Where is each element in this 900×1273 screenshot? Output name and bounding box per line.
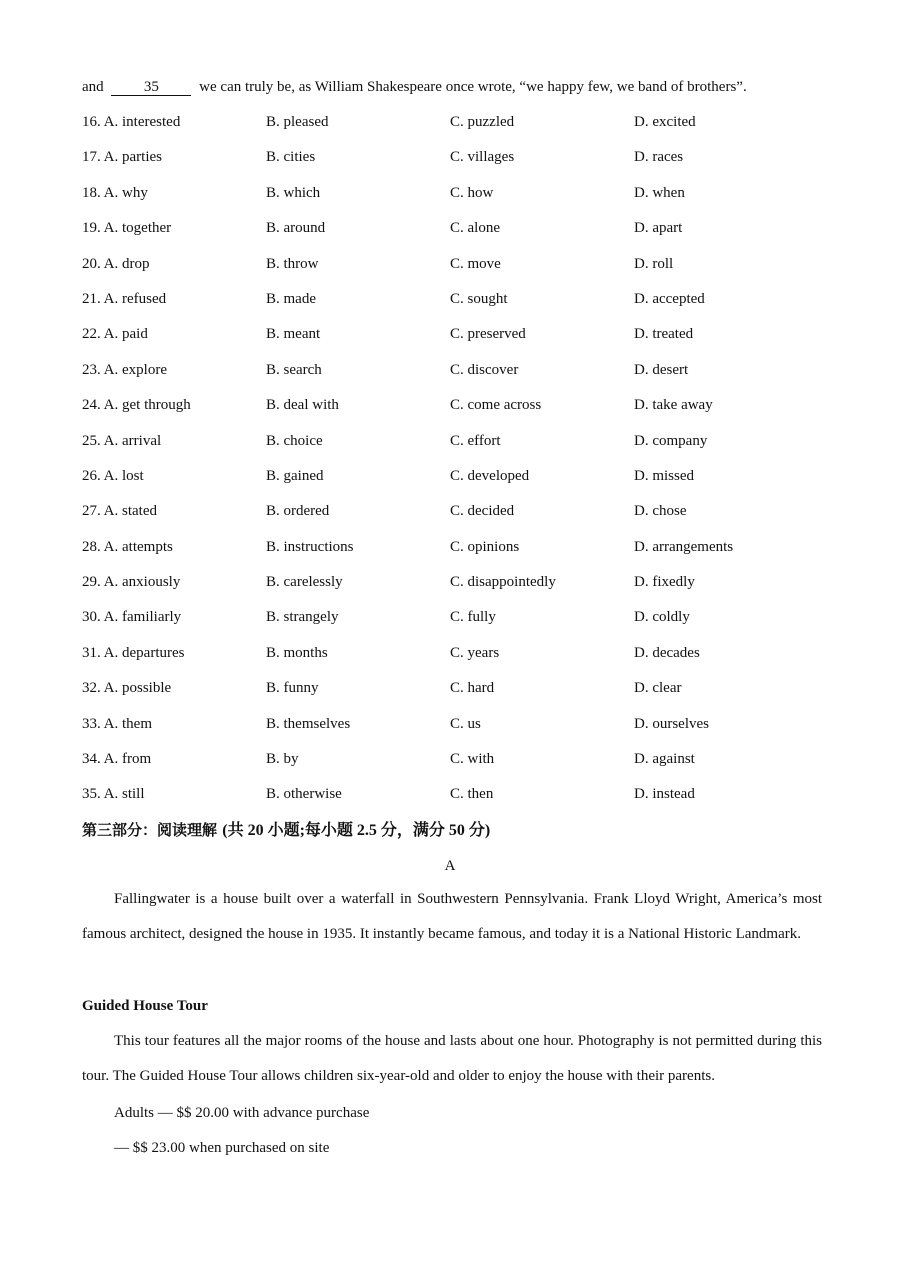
- option-a: 30. A. familiarly: [82, 609, 182, 626]
- option-d: D. chose: [634, 503, 687, 520]
- option-b: B. which: [266, 184, 321, 201]
- option-d: D. when: [634, 184, 685, 201]
- option-b: B. pleased: [266, 114, 329, 130]
- cloze-closing-line: [82, 77, 747, 97]
- option-row: [82, 431, 842, 466]
- section-heading: [82, 819, 490, 842]
- option-c: C. us: [450, 715, 481, 732]
- option-row: [82, 643, 842, 678]
- option-row: [82, 607, 842, 642]
- option-d: D. desert: [634, 361, 689, 378]
- option-a: 24. A. get through: [82, 397, 191, 414]
- option-d: D. coldly: [634, 609, 690, 626]
- option-d: D. missed: [634, 467, 694, 484]
- option-c: C. hard: [450, 680, 495, 697]
- option-a: 34. A. from: [82, 751, 152, 768]
- guided-tour-heading: Guided House Tour: [82, 998, 208, 1014]
- option-d: D. decades: [634, 644, 700, 661]
- option-c: C. effort: [450, 432, 501, 449]
- passage-letter: A: [444, 858, 456, 874]
- option-b: B. cities: [266, 149, 316, 166]
- section-detail: (共 20 小题;每小题 2.5 分，满分 50 分): [222, 822, 491, 839]
- option-a: 23. A. explore: [82, 361, 167, 378]
- option-c: C. years: [450, 644, 500, 661]
- option-row: [82, 784, 842, 819]
- option-b: B. made: [266, 290, 316, 307]
- option-a: 32. A. possible: [82, 680, 172, 697]
- option-a: 31. A. departures: [82, 644, 185, 661]
- option-b: B. carelessly: [266, 574, 343, 591]
- option-row: [82, 112, 842, 147]
- option-b: B. throw: [266, 255, 319, 272]
- option-d: D. roll: [634, 255, 674, 272]
- option-c: C. with: [450, 751, 495, 768]
- option-b: B. themselves: [266, 715, 351, 732]
- option-row: [82, 324, 842, 359]
- option-row: [82, 466, 842, 501]
- option-a: 33. A. them: [82, 715, 152, 732]
- option-d: D. apart: [634, 220, 683, 237]
- option-row: [82, 501, 842, 536]
- option-c: C. then: [450, 786, 494, 803]
- option-b: B. meant: [266, 326, 321, 343]
- intro-suffix: we can truly be, as William Shakespeare once wrote, “we happy few, we band of brothers”.: [199, 79, 747, 95]
- option-a: 28. A. attempts: [82, 538, 173, 555]
- option-c: C. opinions: [450, 538, 520, 555]
- option-c: C. alone: [450, 220, 500, 237]
- option-b: B. by: [266, 751, 299, 768]
- option-b: B. search: [266, 361, 322, 378]
- option-row: [82, 289, 842, 324]
- option-a: 27. A. stated: [82, 503, 157, 520]
- option-b: B. funny: [266, 680, 319, 697]
- option-row: [82, 749, 842, 784]
- option-c: C. come across: [450, 397, 542, 414]
- option-d: D. fixedly: [634, 574, 695, 591]
- option-b: B. ordered: [266, 503, 330, 520]
- option-d: D. ourselves: [634, 715, 709, 732]
- option-d: D. clear: [634, 680, 682, 697]
- option-row: [82, 218, 842, 253]
- option-a: 16. A. interested: [82, 114, 181, 130]
- option-row: [82, 183, 842, 218]
- option-d: D. races: [634, 149, 684, 166]
- option-b: B. strangely: [266, 609, 339, 626]
- option-a: 17. A. parties: [82, 149, 162, 166]
- option-c: C. move: [450, 255, 501, 272]
- option-a: 29. A. anxiously: [82, 574, 181, 591]
- option-b: B. gained: [266, 467, 324, 484]
- option-a: 21. A. refused: [82, 290, 167, 307]
- option-c: C. developed: [450, 467, 530, 484]
- option-c: C. preserved: [450, 326, 526, 343]
- option-a: 26. A. lost: [82, 467, 144, 484]
- option-c: C. puzzled: [450, 114, 515, 130]
- price-adults-onsite: — $$ 23.00 when purchased on site: [114, 1140, 330, 1156]
- option-b: B. otherwise: [266, 786, 342, 803]
- option-d: D. treated: [634, 326, 694, 343]
- option-row: [82, 147, 842, 182]
- passage-paragraph-1: Fallingwater is a house built over a waterfall in Southwestern Pennsylvania. Frank Lloyd Wright, America’s most famous architect, designed the house in 1935. It instantly became famous, and today it is a National Historic Landmark.: [82, 891, 822, 943]
- option-c: C. how: [450, 184, 494, 201]
- option-c: C. sought: [450, 290, 508, 307]
- option-a: 18. A. why: [82, 184, 148, 201]
- option-d: D. excited: [634, 114, 696, 130]
- option-b: B. choice: [266, 432, 323, 449]
- option-a: 25. A. arrival: [82, 432, 162, 449]
- section-title: 第三部分：阅读理解: [82, 821, 218, 839]
- option-a: 22. A. paid: [82, 326, 148, 343]
- answer-options-list: [82, 112, 842, 820]
- option-c: C. villages: [450, 149, 515, 166]
- option-b: B. deal with: [266, 397, 339, 414]
- option-b: B. months: [266, 644, 328, 661]
- blank-35: 35: [111, 79, 191, 96]
- option-row: [82, 360, 842, 395]
- option-c: C. disappointedly: [450, 574, 556, 591]
- option-a: 20. A. drop: [82, 255, 150, 272]
- option-row: [82, 537, 842, 572]
- option-row: [82, 254, 842, 289]
- intro-prefix: and: [82, 79, 104, 95]
- passage-paragraph-2: This tour features all the major rooms of the house and lasts about one hour. Photography is not permitted during this tour. The Guided House Tour allows children six-year-old and older to enjoy the house with their parents.: [82, 1033, 822, 1085]
- option-row: [82, 678, 842, 713]
- option-b: B. around: [266, 220, 326, 237]
- option-b: B. instructions: [266, 538, 354, 555]
- option-row: [82, 714, 842, 749]
- option-d: D. company: [634, 432, 708, 449]
- option-d: D. arrangements: [634, 538, 734, 555]
- option-d: D. against: [634, 751, 695, 768]
- option-a: 19. A. together: [82, 220, 172, 237]
- price-adults-advance: Adults — $$ 20.00 with advance purchase: [114, 1105, 370, 1121]
- option-row: [82, 395, 842, 430]
- option-d: D. accepted: [634, 290, 705, 307]
- option-d: D. take away: [634, 397, 713, 414]
- option-c: C. discover: [450, 361, 519, 378]
- option-c: C. fully: [450, 609, 496, 626]
- option-row: [82, 572, 842, 607]
- option-d: D. instead: [634, 786, 695, 803]
- option-c: C. decided: [450, 503, 515, 520]
- option-a: 35. A. still: [82, 786, 145, 803]
